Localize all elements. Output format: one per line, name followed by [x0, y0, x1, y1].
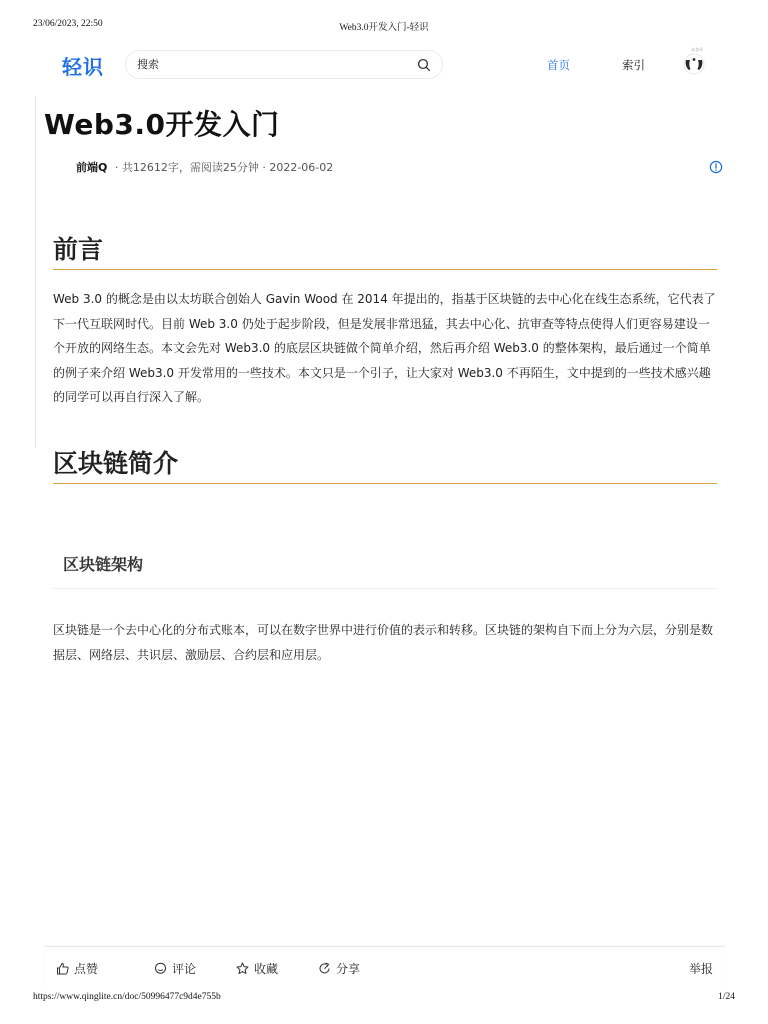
favorite-label: 收藏 — [254, 962, 279, 976]
search-input[interactable] — [137, 56, 407, 73]
article-meta-text: · 共12612字，需阅读25分钟 · 2022-06-02 — [114, 161, 334, 174]
like-label: 点赞 — [74, 962, 99, 976]
article-meta — [76, 159, 333, 175]
thumbs-up-icon — [56, 962, 69, 975]
site-logo[interactable]: 轻识 — [62, 55, 104, 79]
favorite-button[interactable] — [236, 960, 278, 977]
nav-link-index[interactable]: 索引 — [622, 58, 645, 72]
author-name[interactable]: 前端Q — [76, 161, 108, 174]
print-url: https://www.qinglite.cn/doc/50996477c9d4e755b — [33, 992, 221, 1002]
user-avatar[interactable] — [681, 49, 709, 77]
user-avatar-icon — [681, 49, 709, 77]
intro-paragraph: Web 3.0 的概念是由以太坊联合创始人 Gavin Wood 在 2014 年提出的，指基于区块链的去中心化在线生态系统，它代表了下一代互联网时代。目前 Web 3.0 仍处于起步阶段，但是发展非常迅猛，其去中心化、抗审查等特点使得人们更容易建设一个开放的网络生态。本文会先对 Web3.0 的底层区块链做个简单介绍，然后再介绍 Web3.0 的整体架构，最后通过一个简单的例子来介绍 Web3.0 开发常用的一些技术。本文只是一个引子，让大家对 Web3.0 不再陌生，文中提到的一些技术感兴趣的同学可以再自行深入了解。 — [53, 292, 716, 404]
share-icon — [318, 962, 331, 975]
comment-label: 评论 — [172, 962, 197, 976]
search-icon[interactable] — [417, 58, 431, 72]
section-heading-blockchain: 区块链简介 — [53, 449, 179, 478]
architecture-paragraph: 区块链是一个去中心化的分布式账本，可以在数字世界中进行价值的表示和转移。区块链的架构自下而上分为六层，分别是数据层、网络层、共识层、激励层、合约层和应用层。 — [53, 623, 714, 662]
share-button[interactable] — [318, 960, 360, 977]
content-left-border — [35, 96, 36, 448]
subsection-heading-architecture: 区块链架构 — [63, 555, 144, 574]
nav-link-home[interactable]: 首页 — [547, 58, 570, 72]
article-title: Web3.0开发入门 — [44, 108, 280, 141]
info-icon[interactable] — [709, 160, 723, 174]
like-button[interactable] — [56, 960, 98, 977]
comment-button[interactable] — [154, 960, 196, 977]
subsection-divider — [53, 588, 717, 589]
print-page-number: 1/24 — [718, 992, 735, 1002]
section-divider — [53, 269, 717, 270]
top-navigation — [0, 46, 768, 84]
section-divider — [53, 483, 717, 484]
section-heading-intro: 前言 — [53, 235, 104, 264]
search-box[interactable] — [125, 50, 443, 79]
avatar-caption: 未登录 — [691, 47, 703, 52]
print-page-title: Web3.0开发入门-轻识 — [339, 23, 429, 33]
print-datetime: 23/06/2023, 22:50 — [33, 19, 103, 29]
report-button[interactable]: 举报 — [689, 962, 714, 976]
star-icon — [236, 962, 249, 975]
article-action-bar — [44, 946, 725, 989]
share-label: 分享 — [336, 962, 361, 976]
comment-icon — [154, 962, 167, 975]
